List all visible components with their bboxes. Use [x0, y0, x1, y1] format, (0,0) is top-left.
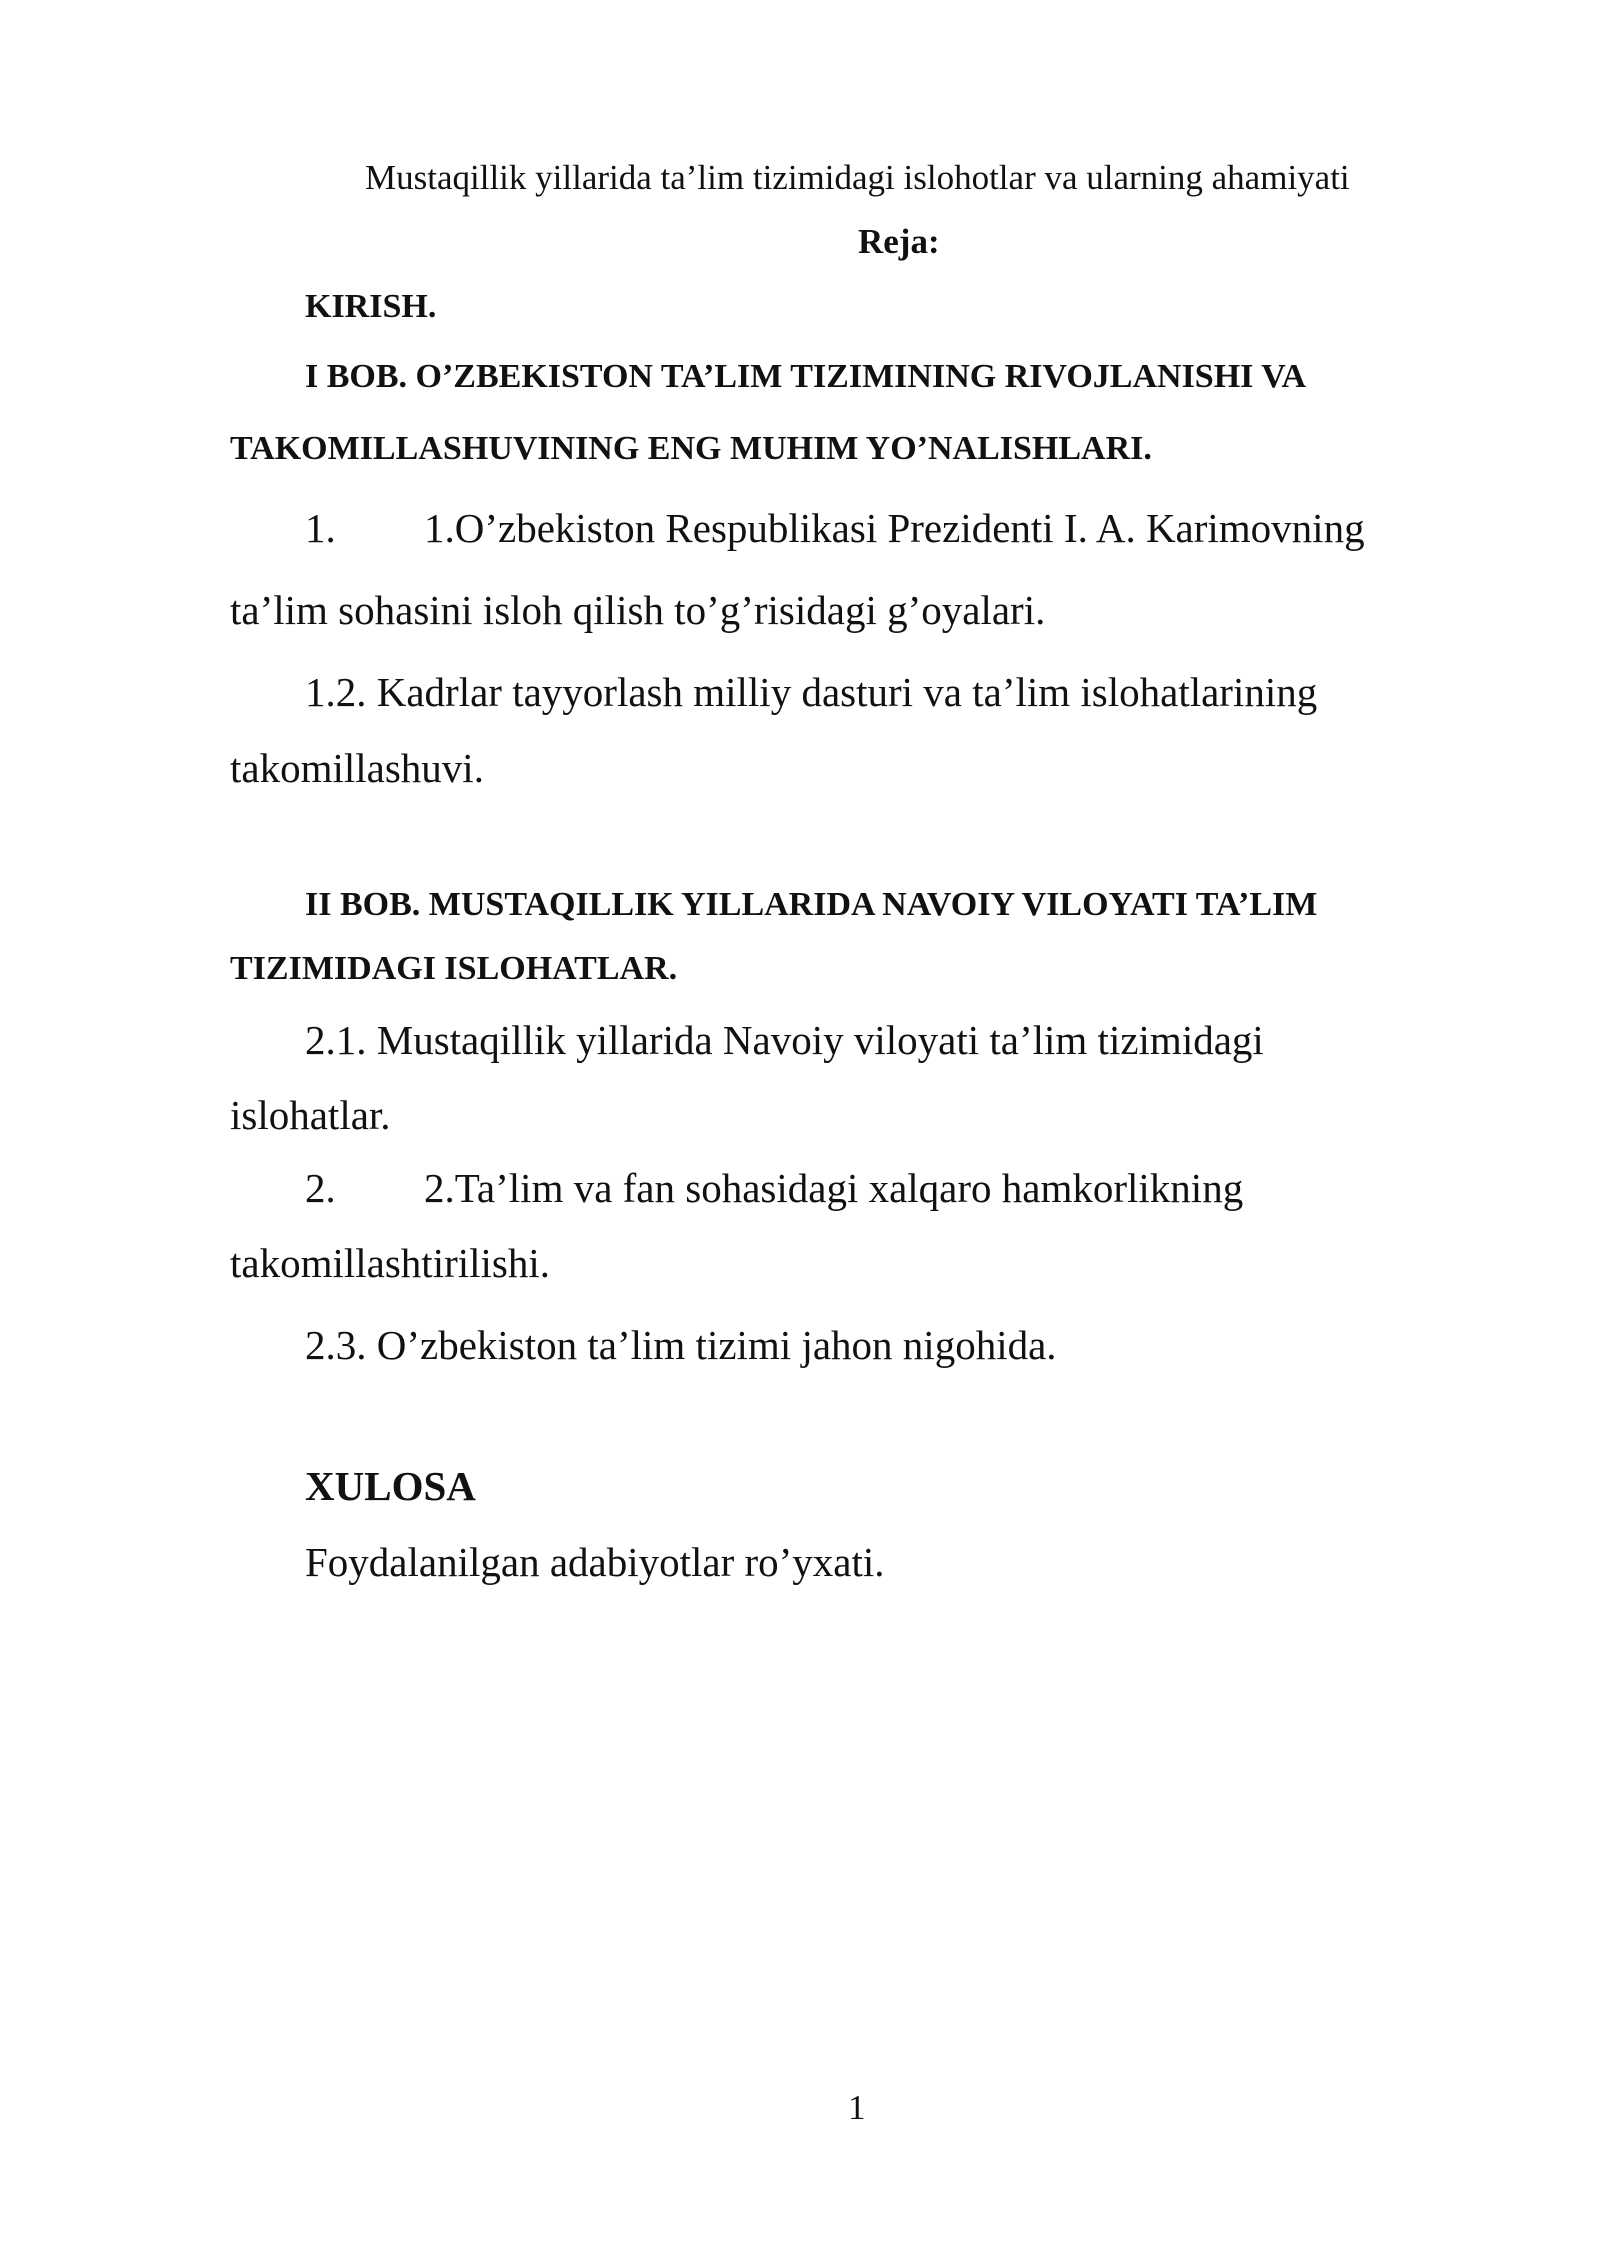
chapter1-item2-line2: takomillashuvi. — [230, 745, 484, 791]
conclusion-heading: XULOSA — [305, 1463, 476, 1509]
document-title: Mustaqillik yillarida ta’lim tizimidagi islohotlar va ularning ahamiyati — [365, 158, 1350, 197]
chapter2-heading-line1: II BOB. MUSTAQILLIK YILLARIDA NAVOIY VILOYATI TA’LIM — [305, 886, 1318, 923]
chapter1-item1-line2: ta’lim sohasini isloh qilish to’g’risidagi g’oyalari. — [230, 587, 1046, 633]
chapter1-item2-line1: 1.2. Kadrlar tayyorlash milliy dasturi va ta’lim islohatlarining — [305, 669, 1318, 715]
page-number: 1 — [848, 2088, 866, 2127]
chapter1-heading-line2: TAKOMILLASHUVINING ENG MUHIM YO’NALISHLARI. — [230, 430, 1152, 467]
chapter1-item1-number: 1. — [305, 505, 336, 551]
plan-heading: Reja: — [858, 222, 940, 261]
intro-heading: KIRISH. — [305, 288, 437, 325]
chapter2-heading-line2: TIZIMIDAGI ISLOHATLAR. — [230, 950, 678, 987]
chapter2-item2-line1: 2.Ta’lim va fan sohasidagi xalqaro hamkorlikning — [424, 1165, 1244, 1211]
chapter2-item1-line1: 2.1. Mustaqillik yillarida Navoiy viloyati ta’lim tizimidagi — [305, 1017, 1264, 1063]
chapter2-item3-line1: 2.3. O’zbekiston ta’lim tizimi jahon nigohida. — [305, 1322, 1057, 1368]
chapter1-item1-line1: 1.O’zbekiston Respublikasi Prezidenti I. A. Karimovning — [424, 505, 1365, 551]
references-heading: Foydalanilgan adabiyotlar ro’yxati. — [305, 1539, 885, 1585]
chapter2-item1-line2: islohatlar. — [230, 1092, 391, 1138]
chapter2-item2-number: 2. — [305, 1165, 336, 1211]
chapter1-heading-line1: I BOB. O’ZBEKISTON TA’LIM TIZIMINING RIVOJLANISHI VA — [305, 358, 1307, 395]
chapter2-item2-line2: takomillashtirilishi. — [230, 1240, 551, 1286]
